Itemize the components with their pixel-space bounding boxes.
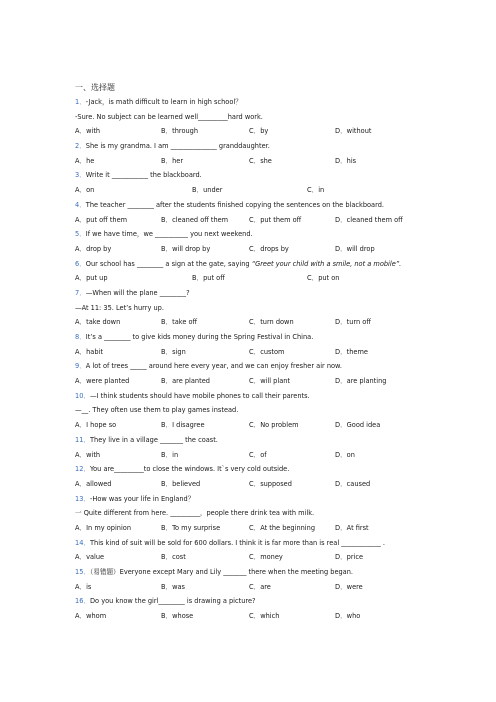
question-3 <box>75 168 421 183</box>
question-16-options <box>75 609 421 624</box>
question-3-options <box>75 183 421 198</box>
option-c[interactable]: C．in <box>307 186 325 195</box>
section-title: 一、选择题 <box>75 83 115 92</box>
question-7-options <box>75 315 421 330</box>
option-a[interactable]: A．drop by <box>75 244 112 253</box>
option-b[interactable]: B．in <box>161 450 179 459</box>
question-text: Do you know the girl________ is drawing a picture? <box>89 597 256 606</box>
question-text: Our school has ________ a sign at the gate, saying “Greet your child with a smile, not a mobile”. <box>85 259 402 268</box>
option-b[interactable]: B．will drop by <box>161 244 211 253</box>
option-c[interactable]: C．will plant <box>249 377 291 386</box>
option-d[interactable]: D．without <box>335 127 372 136</box>
question-text: They live in a village _______ the coast. <box>89 435 218 444</box>
option-c[interactable]: C．put them off <box>249 215 302 224</box>
option-b[interactable]: B．under <box>192 186 223 195</box>
question-1-followup: -Sure. No subject can be learned well_________hard work. <box>75 112 263 121</box>
option-d[interactable]: D．are planting <box>335 377 387 386</box>
option-c[interactable]: C．drops by <box>249 244 289 253</box>
option-b[interactable]: B．take off <box>161 318 198 327</box>
question-14 <box>75 536 421 551</box>
question-list <box>75 95 421 624</box>
question-number: 15． <box>75 568 90 577</box>
option-c[interactable]: C．which <box>249 612 280 621</box>
question-number: 7． <box>75 288 86 297</box>
option-a[interactable]: A．were planted <box>75 377 130 386</box>
question-15 <box>75 565 421 580</box>
option-d[interactable]: D．cleaned them off <box>335 215 403 224</box>
option-a[interactable]: A．habit <box>75 347 103 356</box>
option-a[interactable]: A．value <box>75 553 105 562</box>
option-d[interactable]: D．At first <box>335 523 369 532</box>
option-c[interactable]: C．money <box>249 553 283 562</box>
question-13-followup: 一 Quite different from here. _________，people there drink tea with milk. <box>75 509 315 518</box>
option-a[interactable]: A．put off them <box>75 215 128 224</box>
option-b[interactable]: B．cost <box>161 553 186 562</box>
question-text: She is my grandma. I am ______________ granddaughter. <box>85 142 270 151</box>
question-4-options <box>75 213 421 228</box>
option-c[interactable]: C．are <box>249 582 271 591</box>
question-15-options <box>75 580 421 595</box>
option-a[interactable]: A．is <box>75 582 92 591</box>
question-11-options <box>75 448 421 463</box>
question-number: 3． <box>75 171 86 180</box>
question-number: 6． <box>75 259 86 268</box>
option-b[interactable]: B．sign <box>161 347 186 356</box>
question-text: A lot of trees _____ around here every year, and we can enjoy fresher air now. <box>85 362 342 371</box>
question-7-followup: —At 11: 35. Let’s hurry up. <box>75 303 164 312</box>
option-d[interactable]: D．turn off <box>335 318 371 327</box>
question-10-options <box>75 418 421 433</box>
question-text: If we have time，we __________ you next weekend. <box>85 230 253 239</box>
question-8-options <box>75 345 421 360</box>
question-text: -Jack，is math difficult to learn in high school？ <box>85 98 242 106</box>
option-a[interactable]: A．with <box>75 127 101 136</box>
question-7 <box>75 286 421 301</box>
question-text: You are_________to close the windows. It`s very cold outside. <box>89 465 290 474</box>
question-2-options <box>75 154 421 169</box>
question-number: 14． <box>75 538 90 547</box>
option-a[interactable]: A．I hope so <box>75 421 117 430</box>
question-number: 1． <box>75 98 86 106</box>
option-c[interactable]: C．turn down <box>249 318 294 327</box>
question-number: 13． <box>75 494 90 503</box>
option-d[interactable]: D．who <box>335 612 361 621</box>
option-d[interactable]: D．will drop <box>335 244 375 253</box>
question-text: （易错题）Everyone except Mary and Lily _______ there when the meeting began. <box>89 568 353 577</box>
option-a[interactable]: A．In my opinion <box>75 523 132 532</box>
question-16 <box>75 594 421 609</box>
question-number: 10． <box>75 391 90 400</box>
question-9-options <box>75 374 421 389</box>
option-b[interactable]: B．was <box>161 582 185 591</box>
option-c[interactable]: C．custom <box>249 347 285 356</box>
question-number: 11． <box>75 435 90 444</box>
worksheet <box>75 82 421 624</box>
option-a[interactable]: A．take down <box>75 318 121 327</box>
question-number: 8． <box>75 333 86 342</box>
question-13 <box>75 492 421 507</box>
question-number: 2． <box>75 142 86 151</box>
question-1 <box>75 95 421 110</box>
option-d[interactable]: D．theme <box>335 347 368 356</box>
question-13-options <box>75 521 421 536</box>
option-a[interactable]: A．on <box>75 186 95 195</box>
option-d[interactable]: D．on <box>335 450 355 459</box>
option-b[interactable]: B．cleaned off them <box>161 215 229 224</box>
question-number: 4． <box>75 200 86 209</box>
option-b[interactable]: B．whose <box>161 612 194 621</box>
question-text: The teacher ________ after the students finished copying the sentences on the blackboard. <box>85 200 384 209</box>
option-d[interactable]: D．caused <box>335 479 371 488</box>
question-number: 12． <box>75 465 90 474</box>
option-a[interactable]: A．put up <box>75 274 108 283</box>
option-c[interactable]: C．No problem <box>249 421 299 430</box>
question-2 <box>75 139 421 154</box>
question-number: 5． <box>75 230 86 239</box>
option-c[interactable]: C．At the beginning <box>249 523 316 532</box>
question-12-options <box>75 477 421 492</box>
question-5 <box>75 227 421 242</box>
option-b[interactable]: B．put off <box>192 274 225 283</box>
option-b[interactable]: B．I disagree <box>161 421 205 430</box>
option-b[interactable]: B．through <box>161 127 199 136</box>
question-8 <box>75 330 421 345</box>
question-9 <box>75 359 421 374</box>
question-4 <box>75 198 421 213</box>
option-c[interactable]: C．put on <box>307 274 340 283</box>
option-b[interactable]: B．To my surprise <box>161 523 221 532</box>
question-text: It’s a ________ to give kids money during the Spring Festival in China. <box>85 333 314 342</box>
question-number: 9． <box>75 362 86 371</box>
option-b[interactable]: B．are planted <box>161 377 210 386</box>
option-d[interactable]: D．price <box>335 553 364 562</box>
option-d[interactable]: D．were <box>335 582 363 591</box>
question-12 <box>75 462 421 477</box>
option-d[interactable]: D．Good idea <box>335 421 381 430</box>
option-c[interactable]: C．she <box>249 156 272 165</box>
option-b[interactable]: B．believed <box>161 479 201 488</box>
option-a[interactable]: A．allowed <box>75 479 112 488</box>
question-6-options <box>75 271 421 286</box>
question-text: —When will the plane ________? <box>85 288 190 297</box>
question-14-options <box>75 550 421 565</box>
option-b[interactable]: B．her <box>161 156 184 165</box>
option-a[interactable]: A．with <box>75 450 101 459</box>
question-10-followup: —__. They often use them to play games instead. <box>75 406 239 415</box>
question-6 <box>75 257 421 272</box>
question-10 <box>75 389 421 404</box>
option-c[interactable]: C．of <box>249 450 267 459</box>
question-text: -How was your life in England？ <box>89 494 195 503</box>
question-number: 16． <box>75 597 90 606</box>
question-text: This kind of suit will be sold for 600 dollars. I think it is far more than is real ____________ . <box>89 538 385 547</box>
option-c[interactable]: C．supposed <box>249 479 292 488</box>
option-d[interactable]: D．his <box>335 156 357 165</box>
question-text: —I think students should have mobile phones to call their parents. <box>89 391 310 400</box>
option-c[interactable]: C．by <box>249 127 269 136</box>
question-5-options <box>75 242 421 257</box>
option-a[interactable]: A．he <box>75 156 95 165</box>
option-a[interactable]: A．whom <box>75 612 107 621</box>
question-11 <box>75 433 421 448</box>
question-text: Write it ___________ the blackboard. <box>85 171 202 180</box>
question-1-options <box>75 124 421 139</box>
